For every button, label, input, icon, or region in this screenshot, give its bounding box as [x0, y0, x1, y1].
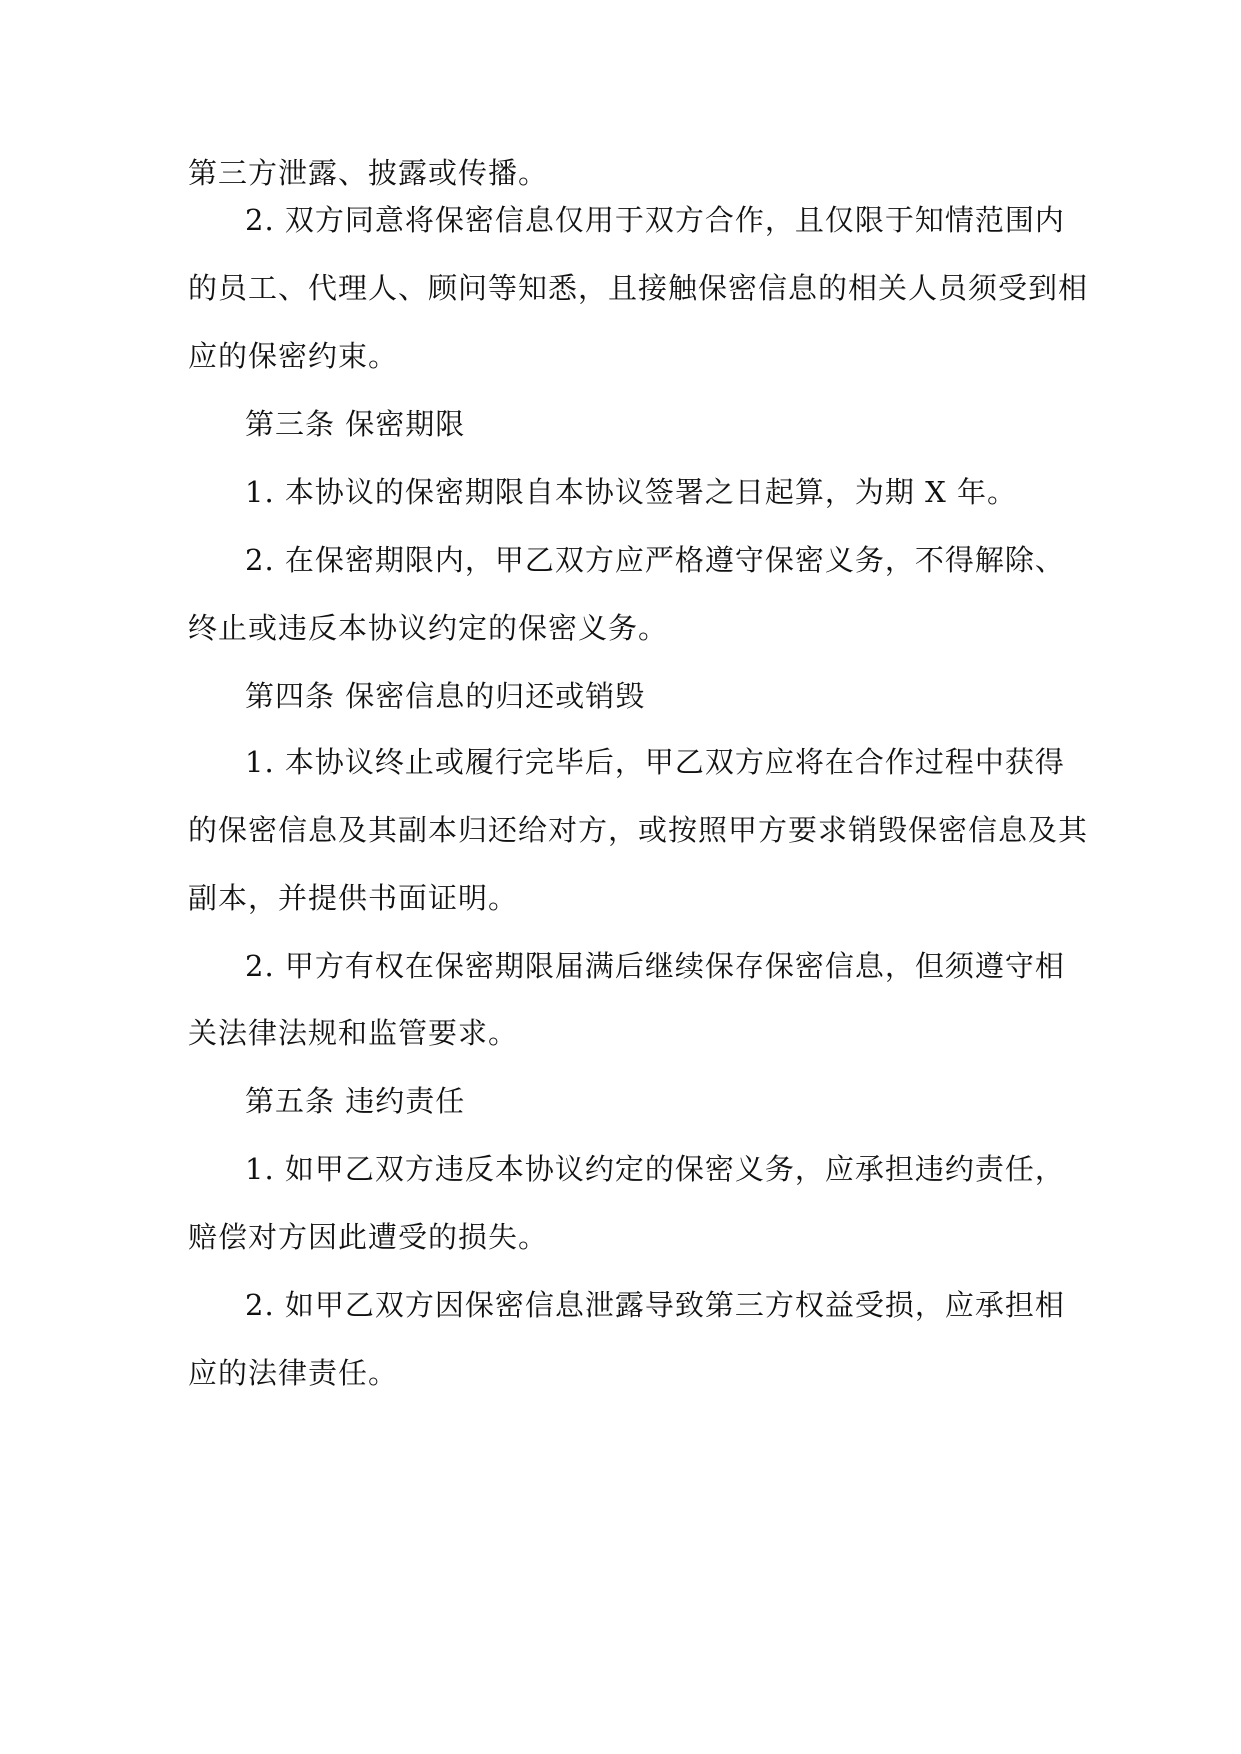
text-line: 2. 双方同意将保密信息仅用于双方合作，且仅限于知情范围内: [245, 203, 1065, 237]
text-line: 应的保密约束。: [188, 339, 399, 373]
text-line: 1. 本协议终止或履行完毕后，甲乙双方应将在合作过程中获得: [245, 745, 1065, 779]
text-line: 关法律法规和监管要求。: [188, 1016, 519, 1050]
text-line: 第三方泄露、披露或传播。: [188, 156, 549, 190]
text-line: 应的法律责任。: [188, 1356, 399, 1390]
text-line: 的员工、代理人、顾问等知悉，且接触保密信息的相关人员须受到相: [188, 271, 1089, 305]
text-line: 的保密信息及其副本归还给对方，或按照甲方要求销毁保密信息及其: [188, 813, 1089, 847]
text-line: 1. 本协议的保密期限自本协议签署之日起算，为期 X 年。: [245, 475, 1017, 509]
text-line: 赔偿对方因此遭受的损失。: [188, 1220, 549, 1254]
section-heading: 第五条 违约责任: [245, 1084, 466, 1118]
text-line: 副本，并提供书面证明。: [188, 881, 519, 915]
text-line: 1. 如甲乙双方违反本协议约定的保密义务，应承担违约责任，: [245, 1152, 1065, 1186]
text-line: 2. 甲方有权在保密期限届满后继续保存保密信息，但须遵守相: [245, 949, 1065, 983]
text-line: 终止或违反本协议约定的保密义务。: [188, 611, 669, 645]
text-line: 2. 在保密期限内，甲乙双方应严格遵守保密义务，不得解除、: [245, 543, 1065, 577]
section-heading: 第三条 保密期限: [245, 407, 466, 441]
section-heading: 第四条 保密信息的归还或销毁: [245, 679, 646, 713]
text-line: 2. 如甲乙双方因保密信息泄露导致第三方权益受损，应承担相: [245, 1288, 1065, 1322]
